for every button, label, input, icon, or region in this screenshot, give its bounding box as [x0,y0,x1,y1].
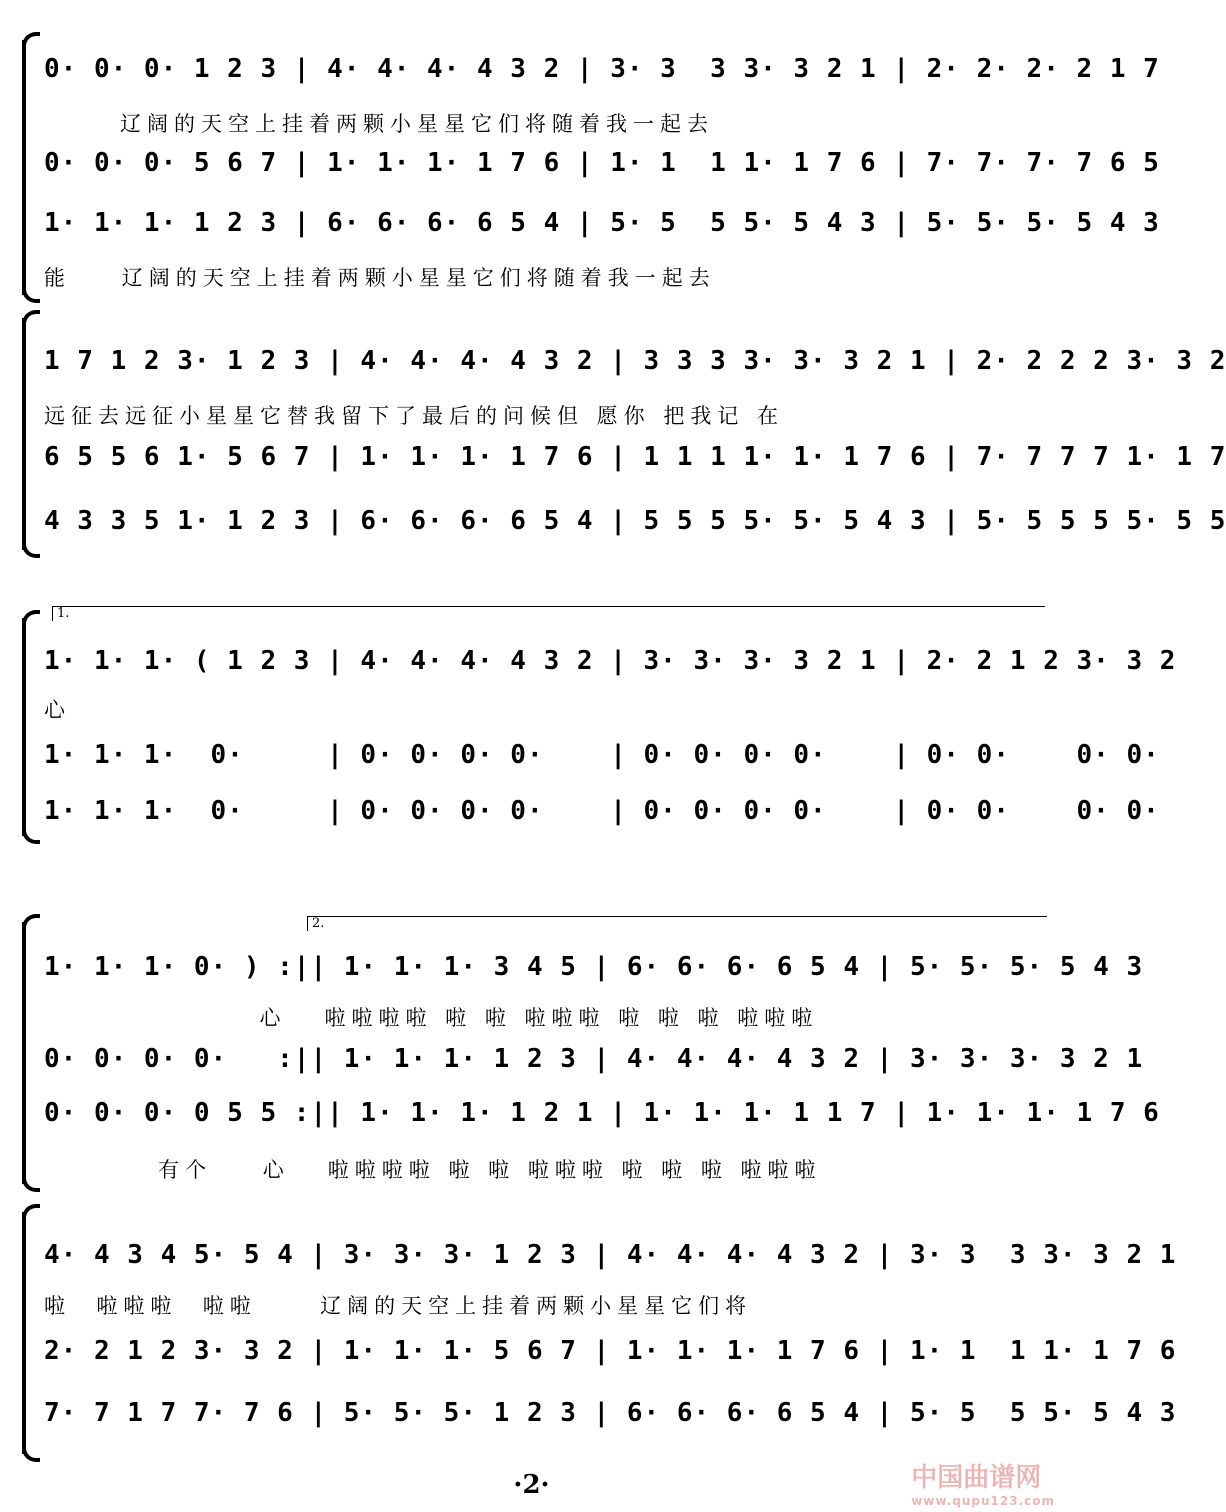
alto-notes: 0· 0· 0· 5 6 7 | 1· 1· 1· 1 7 6 | 1· 1 1 1· 1 7 6 | 7· 7· 7· 7 6 5 [44,148,1160,178]
soprano-notes: 1· 1· 1· 0· ) :|| 1· 1· 1· 3 4 5 | 6· 6· 6· 6 5 4 | 5· 5· 5· 5 4 3 [44,952,1144,982]
system-bracket [22,40,26,295]
system-bracket [22,922,26,1184]
bass-notes: 4 3 3 5 1· 1 2 3 | 6· 6· 6· 6 5 4 | 5 5 5 5· 5· 5 4 3 | 5· 5 5 5 5· 5 5 [44,506,1226,536]
score-system-4 [22,910,1160,1190]
site-watermark [911,1457,1055,1508]
bass-lyric: 有个 心 啦啦啦啦 啦 啦 啦啦啦 啦 啦 啦 啦啦啦 [44,1158,822,1182]
alto-notes: 2· 2 1 2 3· 3 2 | 1· 1· 1· 5 6 7 | 1· 1· 1· 1 7 6 | 1· 1 1 1· 1 7 6 [44,1336,1177,1366]
first-ending-bracket: 1. [52,606,1045,621]
soprano-notes: 1 7 1 2 3· 1 2 3 | 4· 4· 4· 4 3 2 | 3 3 3 3· 3· 3 2 1 | 2· 2 2 2 3· 3 2 [44,346,1226,376]
bass-notes: 7· 7 1 7 7· 7 6 | 5· 5· 5· 1 2 3 | 6· 6· 6· 6 5 4 | 5· 5 5 5· 5 4 3 [44,1398,1177,1428]
page-number: ·2· [513,1470,550,1500]
soprano-lyric: 远征去远征小星星它替我留下了最后的问候但 愿你 把我记 在 [44,404,785,428]
alto-notes: 1· 1· 1· 0· | 0· 0· 0· 0· | 0· 0· 0· 0· | 0· 0· 0· 0· [44,740,1160,770]
score-system-5 [22,1212,1177,1457]
bass-notes: 1· 1· 1· 0· | 0· 0· 0· 0· | 0· 0· 0· 0· | 0· 0· 0· 0· [44,796,1160,826]
score-system-3 [22,600,1177,840]
soprano-notes: 0· 0· 0· 1 2 3 | 4· 4· 4· 4 3 2 | 3· 3 3 3· 3 2 1 | 2· 2· 2· 2 1 7 [44,54,1160,84]
second-ending-bracket: 2. [307,916,1047,931]
bass-notes: 0· 0· 0· 0 5 5 :|| 1· 1· 1· 1 2 1 | 1· 1· 1· 1 1 7 | 1· 1· 1· 1 7 6 [44,1098,1160,1128]
soprano-lyric: 心 啦啦啦啦 啦 啦 啦啦啦 啦 啦 啦 啦啦啦 [44,1006,819,1030]
score-system-2 [22,318,1226,553]
soprano-lyric: 心 [44,698,71,722]
soprano-lyric: 啦 啦啦啦 啦啦 辽阔的天空上挂着两颗小星星它们将 [44,1294,753,1318]
alto-notes: 6 5 5 6 1· 5 6 7 | 1· 1· 1· 1 7 6 | 1 1 1 1· 1· 1 7 6 | 7· 7 7 7 1· 1 7 [44,442,1226,472]
bass-notes: 1· 1· 1· 1 2 3 | 6· 6· 6· 6 5 4 | 5· 5 5 5· 5 4 3 | 5· 5· 5· 5 4 3 [44,208,1160,238]
watermark-title: 中国曲谱网 [911,1463,1042,1493]
watermark-url: www.qupu123.com [911,1494,1055,1508]
soprano-notes: 4· 4 3 4 5· 5 4 | 3· 3· 3· 1 2 3 | 4· 4· 4· 4 3 2 | 3· 3 3 3· 3 2 1 [44,1240,1177,1270]
soprano-notes: 1· 1· 1· ( 1 2 3 | 4· 4· 4· 4 3 2 | 3· 3· 3· 3 2 1 | 2· 2 1 2 3· 3 2 [44,646,1177,676]
system-bracket [22,1212,26,1454]
alto-notes: 0· 0· 0· 0· :|| 1· 1· 1· 1 2 3 | 4· 4· 4· 4 3 2 | 3· 3· 3· 3 2 1 [44,1044,1144,1074]
system-bracket [22,618,26,836]
system-bracket [22,318,26,550]
score-system-1 [22,40,1160,300]
soprano-lyric: 辽阔的天空上挂着两颗小星星它们将随着我一起去 [44,112,715,136]
bass-lyric: 能 辽阔的天空上挂着两颗小星星它们将随着我一起去 [44,266,716,290]
